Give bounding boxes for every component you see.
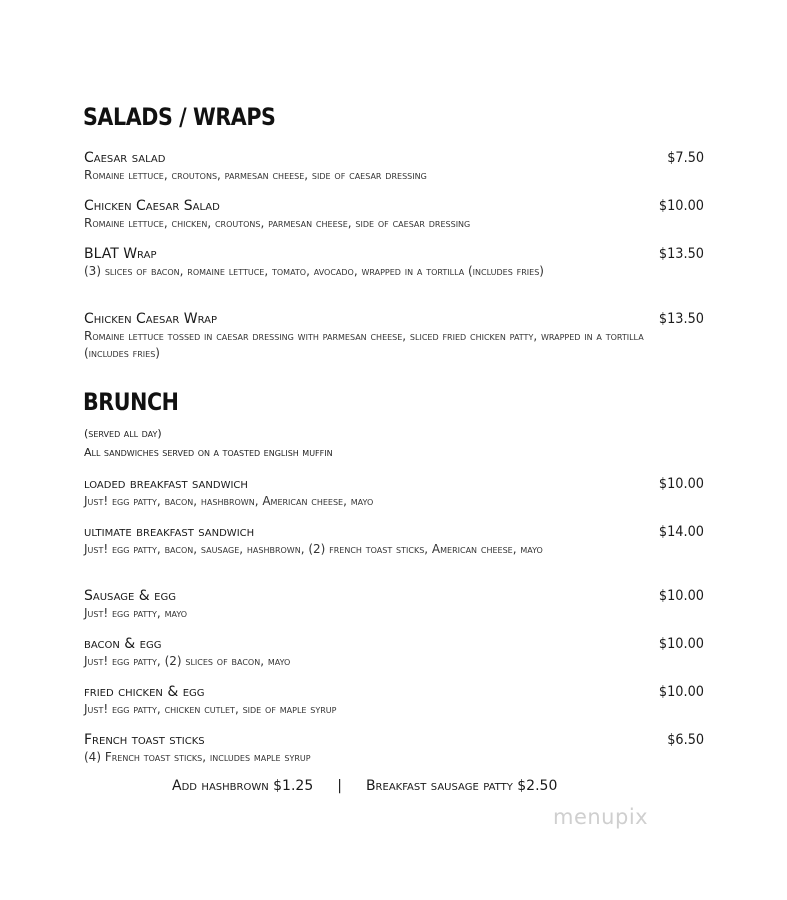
item-name: Chicken Caesar Salad [84,198,220,214]
item-price: $14.00 [658,524,704,540]
item-description: (4) French toast sticks, includes maple syrup [84,750,311,764]
item-description: (3) slices of bacon, romaine lettuce, tomato, avocado, wrapped in a tortilla (includes fries) [84,264,544,278]
item-price: $10.00 [658,684,704,700]
menu-item-blat-wrap [84,246,704,280]
addon-separator: | [337,778,342,794]
item-price: $13.50 [658,246,704,262]
item-name: ultimate breakfast sandwich [84,524,255,540]
menu-item-french-toast-sticks [84,732,704,766]
item-description: Just! egg patty, bacon, hashbrown, American cheese, mayo [84,494,374,508]
item-description: Romaine lettuce tossed in caesar dressing with parmesan cheese, sliced fried chicken patty, wrapped in a tortilla (includes fries) [84,329,644,360]
item-name: loaded breakfast sandwich [84,476,248,492]
menu-item-chicken-caesar-wrap [84,311,704,362]
item-name: fried chicken & egg [84,684,205,700]
item-description: Romaine lettuce, croutons, parmesan cheese, side of caesar dressing [84,168,427,182]
section-title-brunch: BRUNCH [83,388,179,416]
brunch-note-english-muffin: All sandwiches served on a toasted english muffin [84,446,333,459]
item-name: Sausage & egg [84,588,176,604]
menu-item-chicken-caesar-salad [84,198,704,232]
item-description: Just! egg patty, (2) slices of bacon, mayo [84,654,291,668]
menu-item-ultimate-breakfast-sandwich [84,524,704,558]
addon-hashbrown: Add hashbrown $1.25 [172,778,314,794]
menu-item-bacon-egg [84,636,704,670]
menupix-watermark: menupix [553,805,649,829]
item-price: $10.00 [658,198,704,214]
item-price: $6.50 [667,732,704,748]
item-description: Just! egg patty, bacon, sausage, hashbrown, (2) french toast sticks, American cheese, mayo [84,542,543,556]
item-price: $7.50 [667,150,704,166]
menu-item-sausage-egg [84,588,704,622]
item-price: $10.00 [658,588,704,604]
item-price: $10.00 [658,636,704,652]
item-name: Chicken Caesar Wrap [84,311,217,327]
item-description: Romaine lettuce, chicken, croutons, parmesan cheese, side of caesar dressing [84,216,471,230]
menu-item-loaded-breakfast-sandwich [84,476,704,510]
item-name: bacon & egg [84,636,162,652]
item-name: French toast sticks [84,732,205,748]
item-description: Just! egg patty, chicken cutlet, side of maple syrup [84,702,337,716]
section-title-salads-wraps: SALADS / WRAPS [83,103,276,131]
item-price: $10.00 [658,476,704,492]
addon-sausage-patty: Breakfast sausage patty $2.50 [365,778,558,794]
brunch-note-served-all-day: (served all day) [84,427,162,440]
item-name: BLAT Wrap [84,246,157,262]
menu-item-fried-chicken-egg [84,684,704,718]
item-name: Caesar salad [84,150,166,166]
brunch-addons [172,778,557,794]
item-description: Just! egg patty, mayo [84,606,188,620]
menu-item-caesar-salad [84,150,704,184]
item-price: $13.50 [658,311,704,327]
